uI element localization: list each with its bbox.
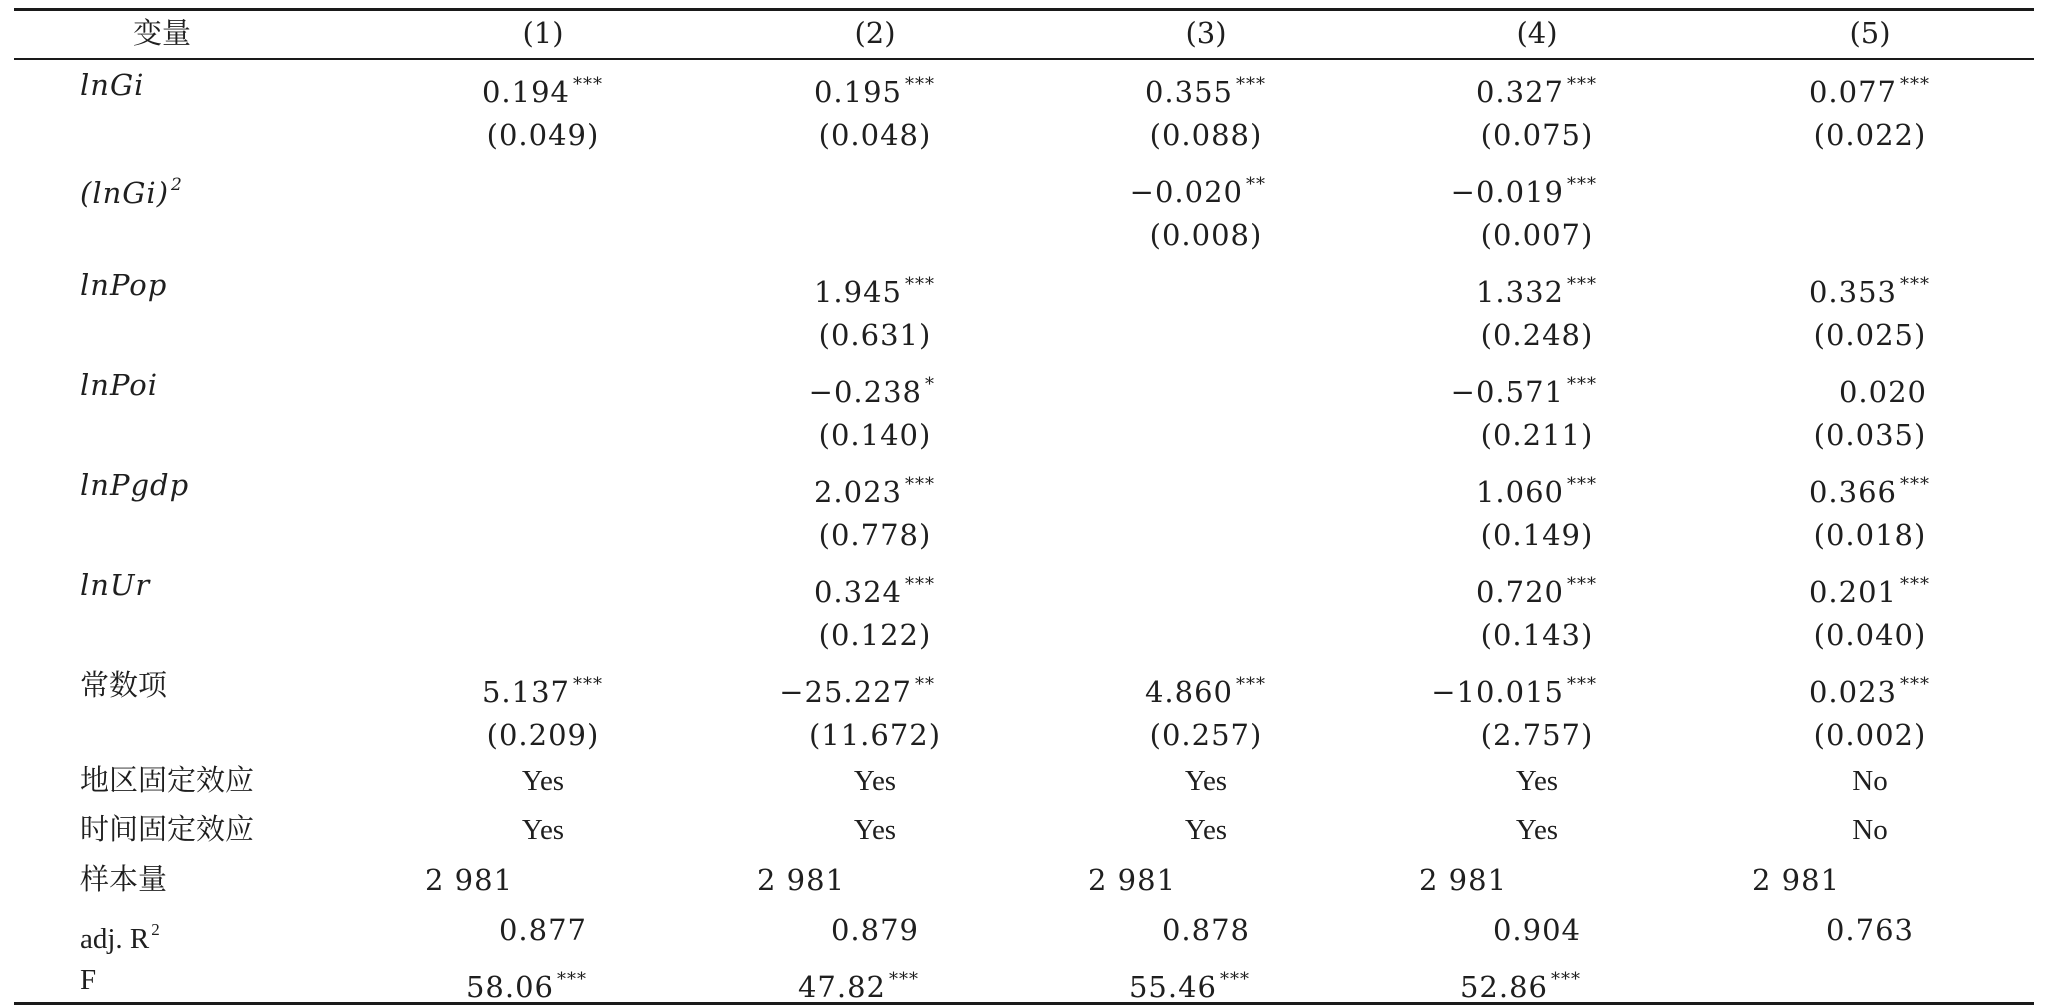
significance-stars: *** bbox=[1567, 474, 1597, 495]
significance-stars: *** bbox=[905, 574, 935, 595]
coefficient-value: −0.571 bbox=[1450, 375, 1564, 409]
row-label bbox=[80, 168, 183, 210]
significance-stars: *** bbox=[1236, 74, 1266, 95]
standard-error-cell: (11.672) bbox=[808, 718, 942, 752]
significance-stars: *** bbox=[905, 474, 935, 495]
standard-error-cell: (0.048) bbox=[818, 118, 932, 152]
significance-stars: *** bbox=[1551, 969, 1581, 990]
coefficient-cell bbox=[1838, 368, 1930, 409]
coefficient-value: 0.353 bbox=[1808, 275, 1897, 309]
coefficient-cell bbox=[813, 268, 935, 309]
standard-error-cell: (0.007) bbox=[1480, 218, 1594, 252]
summary-value: 2 981 bbox=[425, 863, 514, 897]
significance-stars: *** bbox=[1900, 674, 1930, 695]
summary-value: Yes bbox=[1184, 814, 1228, 846]
header-column-4: (4) bbox=[1516, 16, 1558, 50]
summary-value: Yes bbox=[853, 765, 897, 797]
summary-value: Yes bbox=[1515, 814, 1559, 846]
coefficient-value: 0.077 bbox=[1808, 75, 1897, 109]
summary-value-cell bbox=[465, 963, 587, 1004]
coefficient-value: 0.327 bbox=[1475, 75, 1564, 109]
standard-error-cell: (0.022) bbox=[1813, 118, 1927, 152]
summary-value-cell bbox=[1493, 913, 1581, 947]
summary-value-cell bbox=[425, 863, 513, 897]
summary-value: Yes bbox=[1184, 765, 1228, 797]
standard-error-cell: (0.778) bbox=[818, 518, 932, 552]
significance-stars: *** bbox=[1567, 274, 1597, 295]
summary-value-cell bbox=[1128, 963, 1250, 1004]
row-label bbox=[80, 568, 150, 602]
row-label-text: lnPoi bbox=[80, 368, 159, 402]
coefficient-cell bbox=[1808, 68, 1930, 109]
summary-value-cell bbox=[499, 913, 587, 947]
row-label-text: (lnGi) bbox=[80, 176, 170, 210]
coefficient-value: 0.194 bbox=[481, 75, 570, 109]
significance-stars: *** bbox=[573, 674, 603, 695]
table-bottom-rule bbox=[14, 1002, 2034, 1005]
summary-row-label bbox=[80, 963, 96, 997]
coefficient-cell bbox=[1808, 668, 1930, 709]
summary-value: 0.904 bbox=[1492, 913, 1582, 947]
summary-value: 0.877 bbox=[498, 913, 588, 947]
summary-value: Yes bbox=[521, 765, 565, 797]
summary-value-cell bbox=[1826, 913, 1914, 947]
row-label-text: lnUr bbox=[80, 568, 151, 602]
coefficient-cell bbox=[808, 368, 935, 409]
summary-row-label-text: 样本量 bbox=[80, 864, 168, 896]
summary-value-cell bbox=[522, 764, 564, 798]
standard-error-cell: (2.757) bbox=[1480, 718, 1594, 752]
row-label-text: lnPop bbox=[80, 268, 168, 302]
significance-stars: *** bbox=[1900, 74, 1930, 95]
coefficient-cell bbox=[1475, 568, 1597, 609]
summary-value-cell bbox=[1185, 764, 1227, 798]
summary-row-label-text: 时间固定效应 bbox=[80, 814, 255, 846]
summary-row-label-superscript: 2 bbox=[151, 920, 160, 939]
significance-stars: * bbox=[925, 374, 935, 395]
summary-value: 55.46 bbox=[1128, 970, 1217, 1004]
significance-stars: *** bbox=[1900, 274, 1930, 295]
coefficient-cell bbox=[481, 668, 603, 709]
row-label-text: lnGi bbox=[80, 68, 145, 102]
summary-value-cell bbox=[831, 913, 919, 947]
standard-error-cell: (0.143) bbox=[1480, 618, 1594, 652]
coefficient-value: −10.015 bbox=[1431, 675, 1564, 709]
significance-stars: *** bbox=[1567, 374, 1597, 395]
coefficient-value: 0.355 bbox=[1144, 75, 1233, 109]
significance-stars: *** bbox=[1220, 969, 1250, 990]
summary-value: 0.878 bbox=[1161, 913, 1251, 947]
standard-error-cell: (0.248) bbox=[1480, 318, 1594, 352]
significance-stars: *** bbox=[1567, 174, 1597, 195]
coefficient-value: 1.945 bbox=[813, 275, 902, 309]
coefficient-value: 0.324 bbox=[813, 575, 902, 609]
summary-value: 47.82 bbox=[797, 970, 886, 1004]
significance-stars: *** bbox=[905, 274, 935, 295]
coefficient-cell bbox=[1475, 268, 1597, 309]
coefficient-value: 4.860 bbox=[1144, 675, 1233, 709]
summary-value-cell bbox=[1516, 764, 1558, 798]
coefficient-cell bbox=[1808, 268, 1930, 309]
standard-error-cell: (0.140) bbox=[818, 418, 932, 452]
coefficient-cell bbox=[1431, 668, 1597, 709]
summary-value: 2 981 bbox=[1419, 863, 1508, 897]
summary-value-cell bbox=[1419, 863, 1507, 897]
table-header-rule bbox=[14, 58, 2034, 60]
significance-stars: *** bbox=[1236, 674, 1266, 695]
summary-value: 0.879 bbox=[830, 913, 920, 947]
summary-value-cell bbox=[1852, 813, 1887, 847]
significance-stars: ** bbox=[915, 674, 935, 695]
coefficient-value: 0.195 bbox=[813, 75, 902, 109]
summary-value-cell bbox=[1516, 813, 1558, 847]
header-variable: 变量 bbox=[132, 16, 192, 50]
standard-error-cell: (0.149) bbox=[1480, 518, 1594, 552]
coefficient-value: −0.020 bbox=[1129, 175, 1243, 209]
summary-value: Yes bbox=[521, 814, 565, 846]
significance-stars: *** bbox=[905, 74, 935, 95]
summary-value: No bbox=[1852, 765, 1888, 797]
summary-value: No bbox=[1852, 814, 1888, 846]
summary-value: Yes bbox=[853, 814, 897, 846]
standard-error-cell: (0.018) bbox=[1813, 518, 1927, 552]
row-label-text: lnPgdp bbox=[80, 468, 190, 502]
summary-value: 2 981 bbox=[757, 863, 846, 897]
summary-value-cell bbox=[1752, 863, 1840, 897]
standard-error-cell: (0.049) bbox=[486, 118, 600, 152]
coefficient-cell bbox=[1450, 368, 1597, 409]
summary-row-label bbox=[80, 863, 167, 897]
summary-value-cell bbox=[1162, 913, 1250, 947]
row-label-text: 常数项 bbox=[80, 668, 168, 702]
standard-error-cell: (0.631) bbox=[818, 318, 932, 352]
header-column-3: (3) bbox=[1185, 16, 1227, 50]
table-top-rule bbox=[14, 8, 2034, 11]
summary-value-cell bbox=[522, 813, 564, 847]
coefficient-value: 5.137 bbox=[481, 675, 570, 709]
coefficient-cell bbox=[1144, 68, 1266, 109]
significance-stars: *** bbox=[1567, 574, 1597, 595]
row-label bbox=[80, 268, 167, 302]
summary-value: 0.763 bbox=[1825, 913, 1915, 947]
coefficient-cell bbox=[1475, 68, 1597, 109]
coefficient-value: 0.366 bbox=[1808, 475, 1897, 509]
coefficient-value: −25.227 bbox=[779, 675, 912, 709]
summary-value: 2 981 bbox=[1752, 863, 1841, 897]
header-column-5: (5) bbox=[1849, 16, 1891, 50]
standard-error-cell: (0.211) bbox=[1480, 418, 1594, 452]
significance-stars: *** bbox=[1900, 474, 1930, 495]
summary-row-label bbox=[80, 913, 160, 955]
summary-value-cell bbox=[1852, 764, 1887, 798]
significance-stars: *** bbox=[889, 969, 919, 990]
coefficient-value: 1.332 bbox=[1475, 275, 1564, 309]
coefficient-value: −0.238 bbox=[808, 375, 922, 409]
coefficient-value: 0.720 bbox=[1475, 575, 1564, 609]
coefficient-value: 0.201 bbox=[1808, 575, 1897, 609]
summary-value-cell bbox=[757, 863, 845, 897]
coefficient-cell bbox=[779, 668, 935, 709]
summary-value: Yes bbox=[1515, 765, 1559, 797]
coefficient-value: −0.019 bbox=[1450, 175, 1564, 209]
coefficient-cell bbox=[813, 68, 935, 109]
summary-row-label bbox=[80, 813, 254, 847]
standard-error-cell: (0.075) bbox=[1480, 118, 1594, 152]
significance-stars: *** bbox=[1900, 574, 1930, 595]
summary-row-label-text: adj. R bbox=[80, 923, 150, 955]
standard-error-cell: (0.122) bbox=[818, 618, 932, 652]
significance-stars: *** bbox=[1567, 74, 1597, 95]
standard-error-cell: (0.008) bbox=[1149, 218, 1263, 252]
coefficient-value: 2.023 bbox=[813, 475, 902, 509]
standard-error-cell: (0.040) bbox=[1813, 618, 1927, 652]
standard-error-cell: (0.035) bbox=[1813, 418, 1927, 452]
coefficient-value: 1.060 bbox=[1475, 475, 1564, 509]
summary-value: 52.86 bbox=[1459, 970, 1548, 1004]
coefficient-cell bbox=[813, 568, 935, 609]
coefficient-cell bbox=[1475, 468, 1597, 509]
row-label-superscript: 2 bbox=[171, 175, 183, 195]
summary-value: 58.06 bbox=[465, 970, 554, 1004]
coefficient-cell bbox=[1808, 468, 1930, 509]
header-column-2: (2) bbox=[854, 16, 896, 50]
summary-value-cell bbox=[797, 963, 919, 1004]
summary-value-cell bbox=[1088, 863, 1176, 897]
coefficient-value: 0.020 bbox=[1838, 375, 1927, 409]
summary-value-cell bbox=[854, 813, 896, 847]
coefficient-cell bbox=[481, 68, 603, 109]
coefficient-cell bbox=[1808, 568, 1930, 609]
summary-value: 2 981 bbox=[1088, 863, 1177, 897]
coefficient-cell bbox=[1450, 168, 1597, 209]
summary-value-cell bbox=[1185, 813, 1227, 847]
significance-stars: *** bbox=[1567, 674, 1597, 695]
summary-value-cell bbox=[854, 764, 896, 798]
row-label bbox=[80, 468, 189, 502]
summary-row-label-text: 地区固定效应 bbox=[80, 765, 255, 797]
summary-row-label bbox=[80, 764, 254, 798]
standard-error-cell: (0.257) bbox=[1149, 718, 1263, 752]
significance-stars: *** bbox=[557, 969, 587, 990]
summary-value-cell bbox=[1459, 963, 1581, 1004]
summary-row-label-text: F bbox=[80, 964, 97, 996]
standard-error-cell: (0.088) bbox=[1149, 118, 1263, 152]
standard-error-cell: (0.209) bbox=[486, 718, 600, 752]
row-label bbox=[80, 68, 144, 102]
row-label bbox=[80, 368, 158, 402]
header-column-1: (1) bbox=[522, 16, 564, 50]
significance-stars: ** bbox=[1246, 174, 1266, 195]
row-label bbox=[80, 668, 167, 702]
coefficient-cell bbox=[1129, 168, 1266, 209]
standard-error-cell: (0.002) bbox=[1813, 718, 1927, 752]
standard-error-cell: (0.025) bbox=[1813, 318, 1927, 352]
coefficient-cell bbox=[1144, 668, 1266, 709]
coefficient-value: 0.023 bbox=[1808, 675, 1897, 709]
significance-stars: *** bbox=[573, 74, 603, 95]
coefficient-cell bbox=[813, 468, 935, 509]
